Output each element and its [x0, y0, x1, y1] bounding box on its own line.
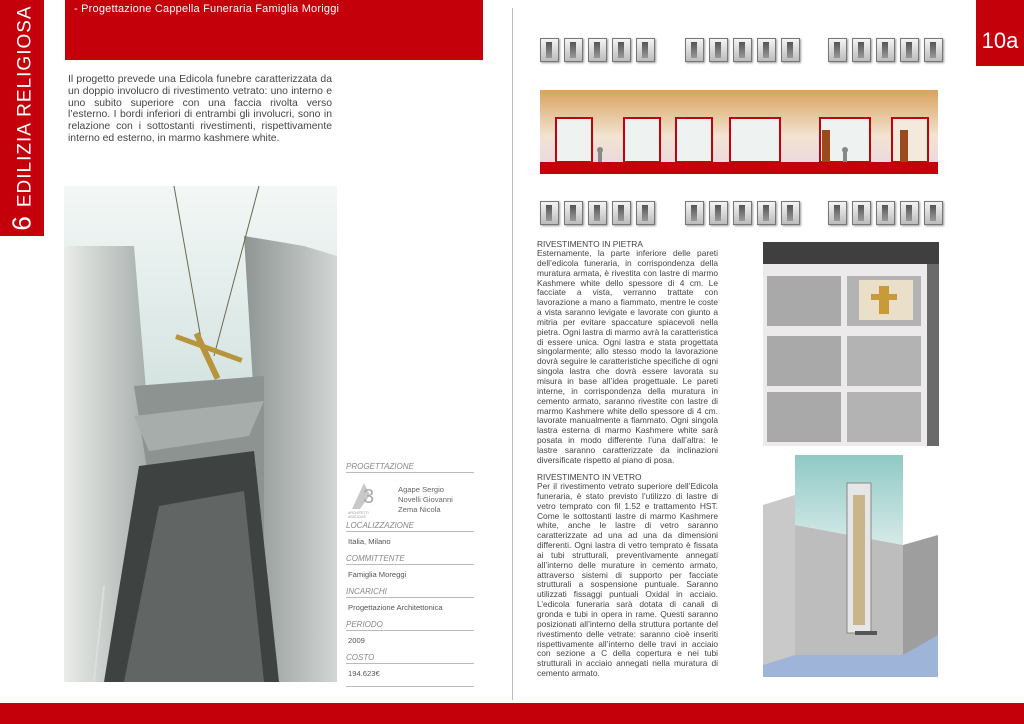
tomb-model-icon [733, 38, 752, 62]
glass-section-text: Per il rivestimento vetrato superiore dell’Edicola funeraria, è stato previsto l’utilizzo di lastre di vetro temprato con fil 1.52 e trattamento HST. Come le sottostanti lastre di marmo Kashmere white, anche le lastre di vetro saranno caratterizzate ad una ad una da dimensioni differenti. Ogni lastra di vetro temprato è fissata ai tubi strutturali, preventivamente annegati all’interno delle murature in cemento armato, attraverso sistemi di supporto per facciate strutturali a sospensione puntuale. Saranno utilizzati fissaggi puntuali Oxidal in acciaio. L’edicola funeraria sarà dotata di canali di gronda e tubi in opera in rame. Questi saranno posizionati all’interno della struttura portante del rivestimento delle vetrate: saranno cioè inseriti rispettivamente all’interno delle travi in acciaio con sezione a C della copertura e nei tubi strutturali in acciaio annegati nella muratura di cemento armato. [537, 481, 718, 679]
tomb-icon-strip-top-1 [540, 38, 655, 62]
incarichi-label: INCARICHI [346, 587, 474, 598]
page-title: - Progettazione Cappella Funeraria Famiglia Moriggi [74, 3, 340, 15]
tomb-model-icon [828, 38, 847, 62]
committente-label: COMMITTENTE [346, 554, 474, 565]
tomb-model-icon [709, 201, 728, 225]
logo-caption: ARCHITETTI ASSOCIATI [348, 511, 369, 519]
tomb-model-icon [781, 201, 800, 225]
studio-logo [348, 479, 382, 519]
tomb-model-icon [924, 201, 943, 225]
tomb-model-icon [781, 38, 800, 62]
tomb-model-icon [588, 201, 607, 225]
tomb-model-icon [685, 38, 704, 62]
tomb-model-icon [636, 38, 655, 62]
tomb-model-icon [636, 201, 655, 225]
interior-render-drawing [64, 186, 337, 682]
tomb-model-icon [900, 201, 919, 225]
tomb-model-icon [876, 201, 895, 225]
tomb-model-icon [924, 38, 943, 62]
project-info-panel [346, 462, 474, 687]
tomb-model-icon [852, 38, 871, 62]
costo-label: COSTO [346, 653, 474, 664]
tomb-model-icon [564, 38, 583, 62]
tomb-model-icon [709, 38, 728, 62]
designer-name: Novelli Giovanni [398, 495, 453, 504]
designer-name: Agape Sergio [398, 485, 445, 494]
elevation-drawing-icon [540, 90, 938, 174]
tomb-model-icon [757, 201, 776, 225]
progettazione-label: PROGETTAZIONE [346, 462, 474, 473]
side-tab-label [7, 5, 38, 230]
periodo-label: PERIODO [346, 620, 474, 631]
periodo-value: 2009 [348, 636, 365, 645]
costo-value: 194.623€ [346, 664, 474, 687]
tomb-icon-strip-top-3 [828, 38, 943, 62]
footer-band [0, 703, 1024, 724]
glass-cladding-section [537, 472, 718, 679]
tomb-model-icon [540, 38, 559, 62]
localizzazione-value: Italia, Milano [348, 537, 391, 546]
tomb-model-icon [733, 201, 752, 225]
tomb-model-icon [540, 201, 559, 225]
tomb-icon-strip-mid-3 [828, 201, 943, 225]
interior-render-image [64, 186, 337, 682]
side-tab-title: EDILIZIA RELIGIOSA [14, 5, 36, 208]
tomb-icon-strip-mid-1 [540, 201, 655, 225]
localizzazione-label: LOCALIZZAZIONE [346, 521, 474, 532]
tomb-model-icon [852, 201, 871, 225]
glass-section-title: RIVESTIMENTO IN VETRO [537, 472, 642, 482]
designer-name: Zema Nicola [398, 505, 441, 514]
exterior-render [763, 455, 938, 677]
tomb-icon-strip-mid-2 [685, 201, 800, 225]
tomb-model-icon [612, 201, 631, 225]
studio-logo-icon [348, 479, 382, 513]
committente-value: Famiglia Moreggi [348, 570, 407, 579]
tomb-icon-strip-top-2 [685, 38, 800, 62]
incarichi-value: Progettazione Architettonica [348, 603, 443, 612]
tomb-model-icon [685, 201, 704, 225]
designers-block [346, 473, 474, 521]
page-fold-divider [512, 8, 513, 700]
side-tab-number: 6 [6, 215, 37, 231]
tomb-model-icon [588, 38, 607, 62]
stone-section-text: Esternamente, la parte inferiore delle pareti dell’edicola funeraria, in corrispondenza della muratura armata, è rivestita con lastre di marmo Kashmere white dello spessore di 4 cm. Le facciate a vista, verranno trattate con lavorazione a mano a fiammato, mentre le coste a vista saranno levigate e lavorate con giunto a mitria per evitare spaccature spiacevoli nella pietra. Ogni lastra di marmo avrà la caratteristica di essere unica. Ogni lastra e stata progettata singolarmente; allo stesso modo la lavorazione dovrà seguire le caratteristiche specifiche di ogni singola lastra che dovrà essere lavorata su misura in base all’idea progettuale. Le pareti interne, in corrispondenza della muratura in cemento armato, saranno rivestite con lastre di marmo Kashmere white dello spessore di 4 cm. lavorate manualmente a fiammato. Ogni singola lastra esterna di marmo Kashmere white sarà posata in modo differente l’una dall’altra: le lastre saranno caratterizzate da inclinazioni diversificate rispetto al piano di posa. [537, 248, 718, 465]
tomb-model-icon [564, 201, 583, 225]
stone-section-title: RIVESTIMENTO IN PIETRA [537, 239, 643, 249]
page-number: 10a [981, 28, 1019, 53]
designer-list [388, 479, 453, 515]
stone-cladding-section [537, 239, 718, 466]
marble-panel-render [763, 242, 939, 446]
tomb-model-icon [757, 38, 776, 62]
elevation-drawing [540, 90, 938, 174]
marble-panel-icon [763, 242, 939, 446]
tomb-model-icon [900, 38, 919, 62]
tomb-model-icon [612, 38, 631, 62]
intro-paragraph: Il progetto prevede una Edicola funebre caratterizzata da un doppio involucro di rivestimento vetrato: uno interno e uno subito superiore con una faccia rivolta verso l’esterno. I bordi inferiori di entrambi gli involucri, sono in relazione con i sottostanti rivestimenti, rispettivamente interno ed esterno, in marmo kashmere white. [68, 74, 332, 144]
tomb-model-icon [828, 201, 847, 225]
tomb-model-icon [876, 38, 895, 62]
chapel-render-icon [763, 455, 938, 677]
svg-text:3: 3 [363, 486, 375, 508]
